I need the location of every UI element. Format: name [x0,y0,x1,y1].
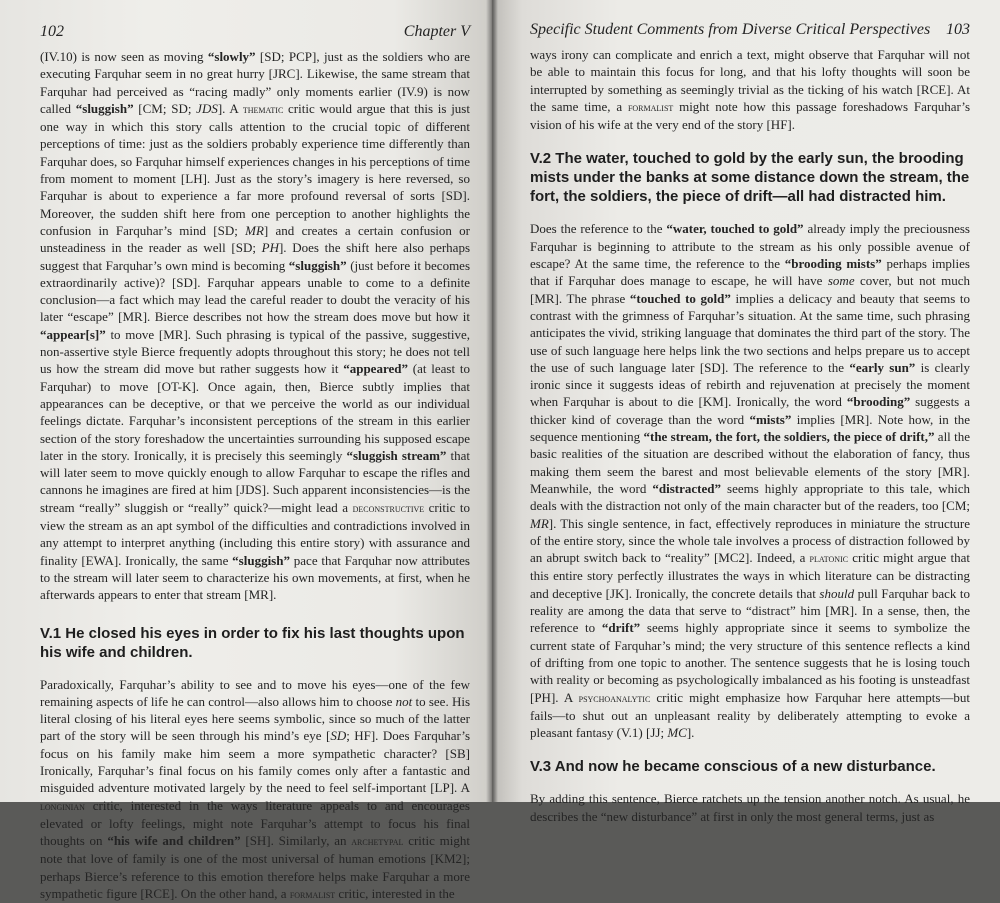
text-run: pull Farquhar back to reality are among the data that serve to “distract” him [MR]. In a sense, then, the reference to [530,586,970,636]
text-run: seems highly appropriate since it seems to symbolize the current state of Farquhar’s mind; the very structure of this sentence reflects a kind of drifting from one topic to another. The sentence suggests that he is losing touch with reality or becoming as psychologically imbalanced as his footing is unsteadfast [PH]. A [530,620,970,704]
small-caps-term: formalist [290,887,335,901]
running-head-left [40,22,470,46]
text-run: already imply the preciousness Farquhar is beginning to attribute to the stream as his only possible avenue of escape? At the same time, the reference to the [530,221,970,271]
text-run: pace that Farquhar now attributes to the stream will later seem to characterize his own movements, at first, when he afterwards appears to enter that stream [MR]. [40,553,470,603]
quoted-phrase: “sluggish” [232,553,290,568]
italic-text: MR [245,223,264,238]
text-run: to move [MR]. Such phrasing is typical of the passive, suggestive, non-assertive style Bierce frequently adopts throughout this story; he does not tell us how the stream did move but rather suggests how it [40,327,470,377]
book-gutter-shadow [486,0,498,802]
text-run: ] and creates a certain confusion or unsteadiness in the reader as well [SD; [40,223,470,255]
quoted-phrase: “drift” [602,620,640,635]
text-run: critic would argue that this is just one way in which this story calls attention to the crucial topic of different perceptions of time: just as the soldiers probably experience time differently than Farquhar does, so Farquhar himself experiences changes in his perceptions of time from moment to moment [LH]. Just as the story’s imagery is here reversed, so Farquhar is about to experience a far more profound reversal of sorts [SD]. Moreover, the sudden shift here from one perception to another highlights the confusion in Farquhar’s mind [SD; [40,101,470,238]
text-run: is clearly ironic since it suggests ideas of rebirth and rejuvenation at precisely the moment when Farquhar is about to die [KM]. Ironically, the word [530,360,970,410]
text-run: ]. Does the shift here also perhaps suggest that Farquhar’s own mind is becoming [40,240,470,272]
italic-text: MR [530,516,549,531]
italic-text: some [828,273,855,288]
small-caps-term: longinian [40,799,85,813]
text-run: critic might emphasize how Farquhar here attempts—but fails—to shut out an unpleasant reality by deliberately attempting to evoke a pleasant fantasy (V.1) [JJ; [530,690,970,741]
text-run: ]. A [218,101,243,116]
text-run: critic might note that love of family is one of the most universal of human emotions [KM2]; perhaps Bierce’s reference to this emotion therefore helps make Farquhar a more sympathetic figure [RCE]. On the other hand, a [40,833,470,901]
page-number-right: 103 [946,20,970,44]
text-run: ; HF]. Does Farquhar’s focus on his family make him seem a more sympathetic character? [SB] Ironically, Farquhar’s final focus on his family comes only after a fantastic and misguided adventure motivated largely by the need to feel self-important [LP]. A [40,728,470,795]
text-run: [SD; PCP], just as the soldiers who are executing Farquhar seem in no great hurry [JRC]. Likewise, the same stream that Farquhar had perceived as “racing madly” only moments earlier (IV.9) is now called [40,49,470,116]
text-run: [CM; SD; [134,101,197,116]
text-run: to see. His literal closing of his literal eyes here seems symbolic, since so much of the latter part of the story will be seen through his mind’s eye [ [40,694,470,744]
italic-text: not [396,694,413,709]
section-heading-v3: V.3 And now he became conscious of a new disturbance. [530,757,970,776]
section-heading-v1: V.1 He closed his eyes in order to fix his last thoughts upon his wife and children. [40,624,470,662]
text-run: Paradoxically, Farquhar’s ability to see and to move his eyes—one of the few remaining aspects of life he can control—also allows him to choose [40,677,470,709]
text-run: that will later seem to move quickly enough to allow Farquhar to escape the rifles and cannons he imagines are fired at him [JDS]. Such apparent inconsistencies—is the stream “really” sluggish or “really” quick?—might lead a [40,448,470,515]
text-run: implies a delicacy and beauty that seems to contrast with the grimness of Farquhar’s situation. At the same time, such phrasing anticipates the vivid, striking language that dominates the third part of the story. The use of such language here helps link the two sections and helps prepare us to accept the use of such language later [SD]. The reference to the [530,291,970,375]
quoted-phrase: “early sun” [849,360,915,375]
small-caps-term: formalist [628,100,673,114]
small-caps-term: deconstructive [353,501,425,515]
running-title: Specific Student Comments from Diverse Critical Perspectives [530,20,930,44]
paragraph [530,220,970,741]
text-run: implies [MR]. Note how, in the sequence mentioning [530,412,970,444]
text-run: critic, interested in the [335,886,454,901]
text-run: Does the reference to the [530,221,666,236]
text-run: cover, but not much [MR]. The phrase [530,273,970,305]
quoted-phrase: “appear[s]” [40,327,106,342]
right-page [492,0,1000,802]
text-run: ]. This single sentence, in fact, effectively reproduces in miniature the structure of the entire story, since the whole tale involves a process of distraction followed by an abrupt switch back to “reality” [MC2]. Indeed, a [530,516,970,566]
paragraph [530,46,970,133]
text-run: [SH]. Similarly, an [241,833,352,848]
quoted-phrase: “brooding” [847,394,910,409]
italic-text: SD [330,728,346,743]
italic-text: JDS [196,101,218,116]
paragraph [40,48,470,604]
left-page [0,0,492,802]
section-heading-v2: V.2 The water, touched to gold by the early sun, the brooding mists under the banks at some distance down the stream, the fort, the soldiers, the piece of drift—all had distracted him. [530,149,970,206]
italic-text: PH [262,240,279,255]
small-caps-term: thematic [243,102,283,116]
page-number-left: 102 [40,22,64,46]
text-run: might note how this passage foreshadows Farquhar’s vision of his wife at the very end of the story [HF]. [530,99,970,132]
italic-text: should [819,586,854,601]
quoted-phrase: “his wife and children” [107,833,240,848]
text-run: (IV.10) is now seen as moving [40,49,208,64]
text-run: seems highly appropriate to this tale, which deals with the distraction not only of the main character but of the readers, too [CM; [530,481,970,513]
small-caps-term: archetypal [351,834,403,848]
quoted-phrase: “the stream, the fort, the soldiers, the piece of drift,” [644,429,935,444]
small-caps-term: platonic [810,551,849,565]
text-run: ]. [687,725,695,740]
text-run: critic might argue that this entire story perfectly illustrates the ways in which literature can be distracting and deceptive [JK]. Ironically, the concrete details that [530,550,970,601]
quoted-phrase: “slowly” [208,49,256,64]
text-run: ways irony can complicate and enrich a text, might observe that Farquhar will not be able to maintain this focus for long, and that his lofty thoughts will soon be interrupted by something as seemingly trivial as the ticking of his watch [RCE]. At the same time, a [530,47,970,114]
text-run: perhaps implies that if Farquhar does manage to escape, he will have [530,256,970,288]
quoted-phrase: “sluggish” [289,258,347,273]
text-run: (at least to Farquhar) to move [OT-K]. Once again, then, Bierce subtly implies that appearances can be deceptive, or that we perceive the world as our individual feelings dictate. Farquhar’s inconsistent perceptions of the stream in this earlier section of the story foreshadow the uncertainties surrounding his supposed escape later in the story. Ironically, it is precisely this seemingly [40,361,470,462]
quoted-phrase: “touched to gold” [630,291,731,306]
quoted-phrase: “appeared” [343,361,408,376]
paragraph [40,676,470,903]
quoted-phrase: “sluggish” [76,101,134,116]
text-run: all the basic realities of the situation are described without the elaboration of fancy, thus making them seem the barest and most believable elements of the story [MR]. Meanwhile, the word [530,429,970,496]
running-head-right [530,20,970,44]
text-run: suggests a thicker kind of coverage than the word [530,394,970,426]
paragraph [530,790,970,825]
chapter-title: Chapter V [404,22,470,46]
quoted-phrase: “water, touched to gold” [666,221,803,236]
quoted-phrase: “mists” [749,412,791,427]
italic-text: MC [667,725,687,740]
quoted-phrase: “sluggish stream” [346,448,446,463]
small-caps-term: psychoanalytic [579,691,651,705]
text-run: (just before it becomes extraordinarily active)? [SD]. Farquhar appears unable to come to a definite conclusion—a fact which may lead the careful reader to doubt the veracity of his later “escape” [MR]. Bierce describes not how the stream does move but how it [40,258,470,325]
text-run: critic to view the stream as an apt symbol of the difficulties and contradictions involved in any attempt to interpret anything (including this entire story) with assurance and finality [EWA]. Ironically, the same [40,500,470,568]
text-run: critic, interested in the ways literature appeals to and encourages elevated or lofty feelings, might note Farquhar’s attempt to focus his final thoughts on [40,798,470,849]
quoted-phrase: “distracted” [652,481,721,496]
text-run: By adding this sentence, Bierce ratchets up the tension another notch. As usual, he describes the “new disturbance” at first in only the most general terms, just as [530,791,970,823]
quoted-phrase: “brooding mists” [785,256,882,271]
